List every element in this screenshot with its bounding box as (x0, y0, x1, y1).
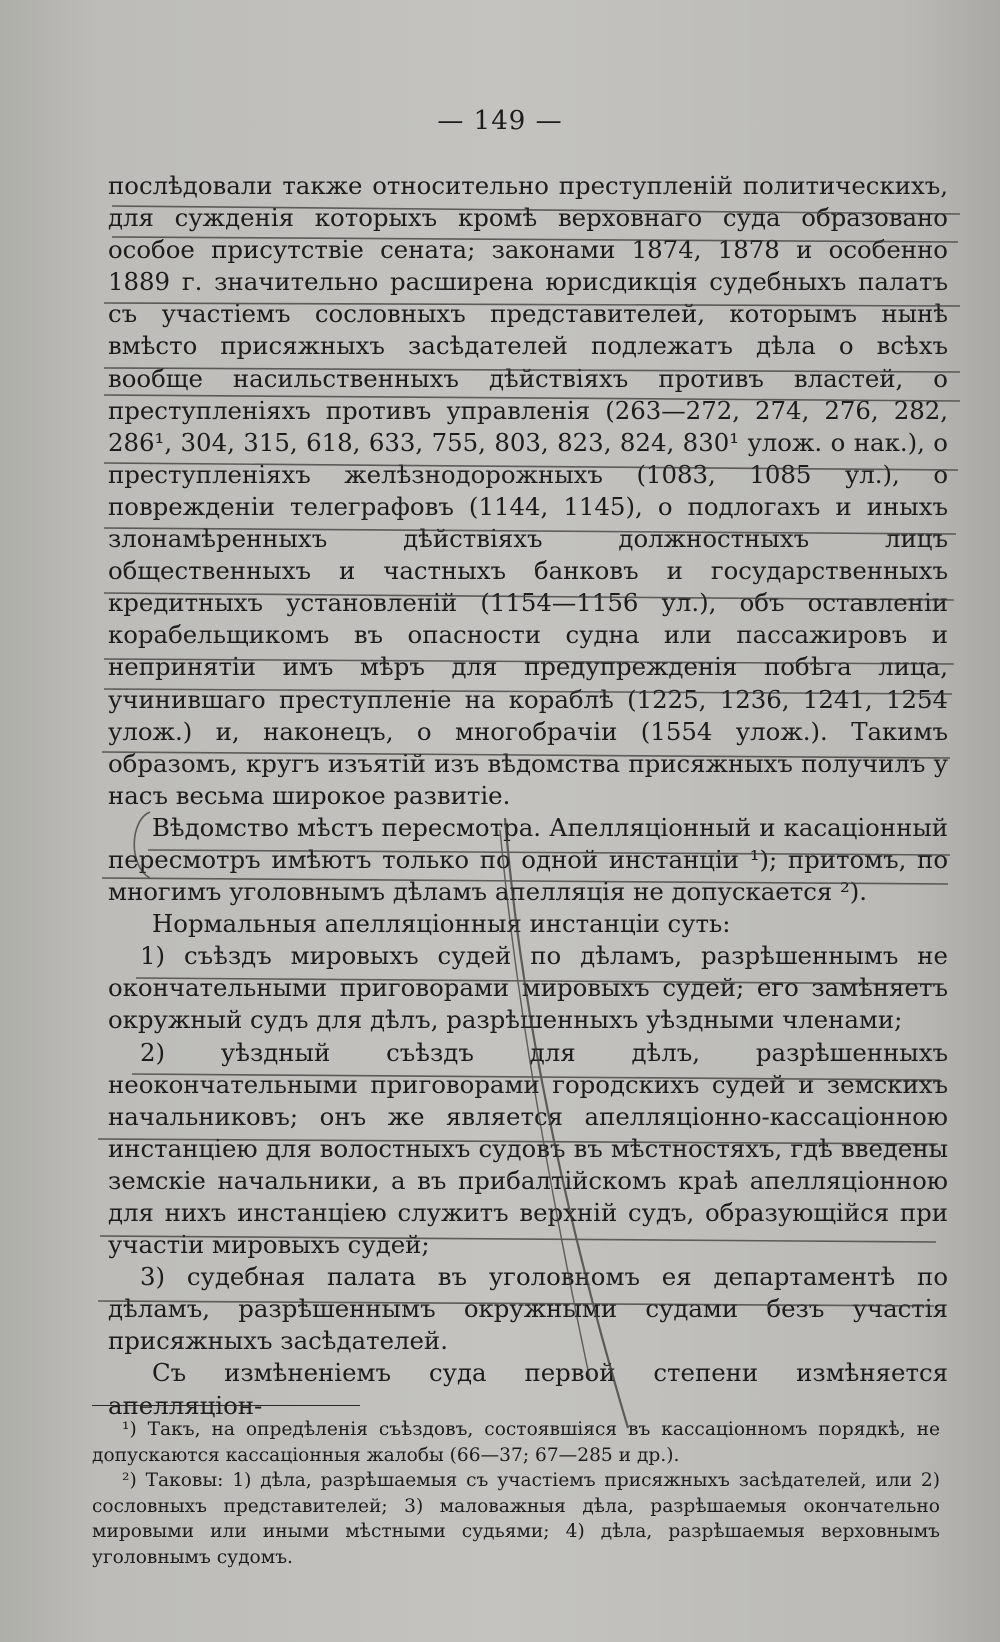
list-item-2: 2) уѣздный съѣздъ для дѣлъ, разрѣшенныхъ неокончательными приговорами городскихъ судей и земскихъ начальниковъ; онъ же является апелляціонно-кассаціонною инстанціею для волостныхъ судовъ въ мѣстностяхъ, гдѣ введены земскіе начальники, а въ прибалтійскомъ краѣ апелляціонною для нихъ инстанціею служитъ верхній судъ, образующійся при участіи мировыхъ судей; (108, 1037, 948, 1260)
footnote-separator (92, 1405, 360, 1406)
footnote-2: ²) Таковы: 1) дѣла, разрѣшаемыя съ участіемъ присяжныхъ засѣдателей, или 2) сословныхъ представителей; 3) маловажныя дѣла, разрѣшаемыя окончательно мировыми или иными мѣстными судьями; 4) дѣла, разрѣшаемыя верховнымъ уголовнымъ судомъ. (92, 1470, 940, 1568)
paragraph-review-jurisdiction: Вѣдомство мѣстъ пересмотра. Апелляціонный и касаціонный пересмотръ имѣютъ только по одной инстанціи ¹); притомъ, по многимъ уголовнымъ дѣламъ апелляція не допускается ²). (108, 812, 948, 907)
footnote-1: ¹) Такъ, на опредѣленія съѣздовъ, состоявшіяся въ кассаціонномъ порядкѣ, не допускаются кассаціонныя жалобы (66—37; 67—285 и др.). (92, 1419, 940, 1466)
list-item-3: 3) судебная палата въ уголовномъ ея департаментѣ по дѣламъ, разрѣшеннымъ окружными судами безъ участія присяжныхъ засѣдателей. (108, 1262, 948, 1356)
list-item-1: 1) съѣздъ мировыхъ судей по дѣламъ, разрѣшеннымъ не окончательными приговорами мировыхъ судей; его замѣняетъ окружный судъ для дѣлъ, разрѣшенныхъ уѣздными членами; (108, 941, 948, 1035)
footnotes (92, 1417, 940, 1570)
page-number: — 149 — (437, 106, 563, 136)
paragraph-continuation: послѣдовали также относительно преступленій политическихъ, для сужденія которыхъ кромѣ верховнаго суда образовано особое присутствіе сената; законами 1874, 1878 и особенно 1889 г. значительно расширена юрисдикція судебныхъ палатъ съ участіемъ сословныхъ представителей, которымъ нынѣ вмѣсто присяжныхъ засѣдателей подлежатъ дѣла о всѣхъ вообще насильственныхъ дѣйствіяхъ противъ властей, о преступленіяхъ противъ управленія (263—272, 274, 276, 282, 286¹, 304, 315, 618, 633, 755, 803, 823, 824, 830¹ улож. о нак.), о преступленіяхъ желѣзнодорожныхъ (1083, 1085 ул.), о поврежденіи телеграфовъ (1144, 1145), о подлогахъ и иныхъ злонамѣренныхъ дѣйствіяхъ должностныхъ лицъ общественныхъ и частныхъ банковъ и государственныхъ кредитныхъ установленій (1154—1156 ул.), объ оставленіи корабельщикомъ въ опасности судна или пассажировъ и непринятіи имъ мѣръ для предупрежденія побѣга лица, учинившаго преступленіе на кораблѣ (1225, 1236, 1241, 1254 улож.) и, наконецъ, о многобрачіи (1554 улож.). Такимъ образомъ, кругъ изъятій изъ вѣдомства присяжныхъ получилъ у насъ весьма широкое развитіе. (108, 171, 948, 810)
main-text (108, 170, 948, 1422)
paragraph-closing: Съ измѣненіемъ суда первой степени измѣняется апелляціон- (108, 1358, 948, 1420)
paragraph-appeal-instances-intro: Нормальныя апелляціонныя инстанціи суть: (152, 909, 731, 939)
